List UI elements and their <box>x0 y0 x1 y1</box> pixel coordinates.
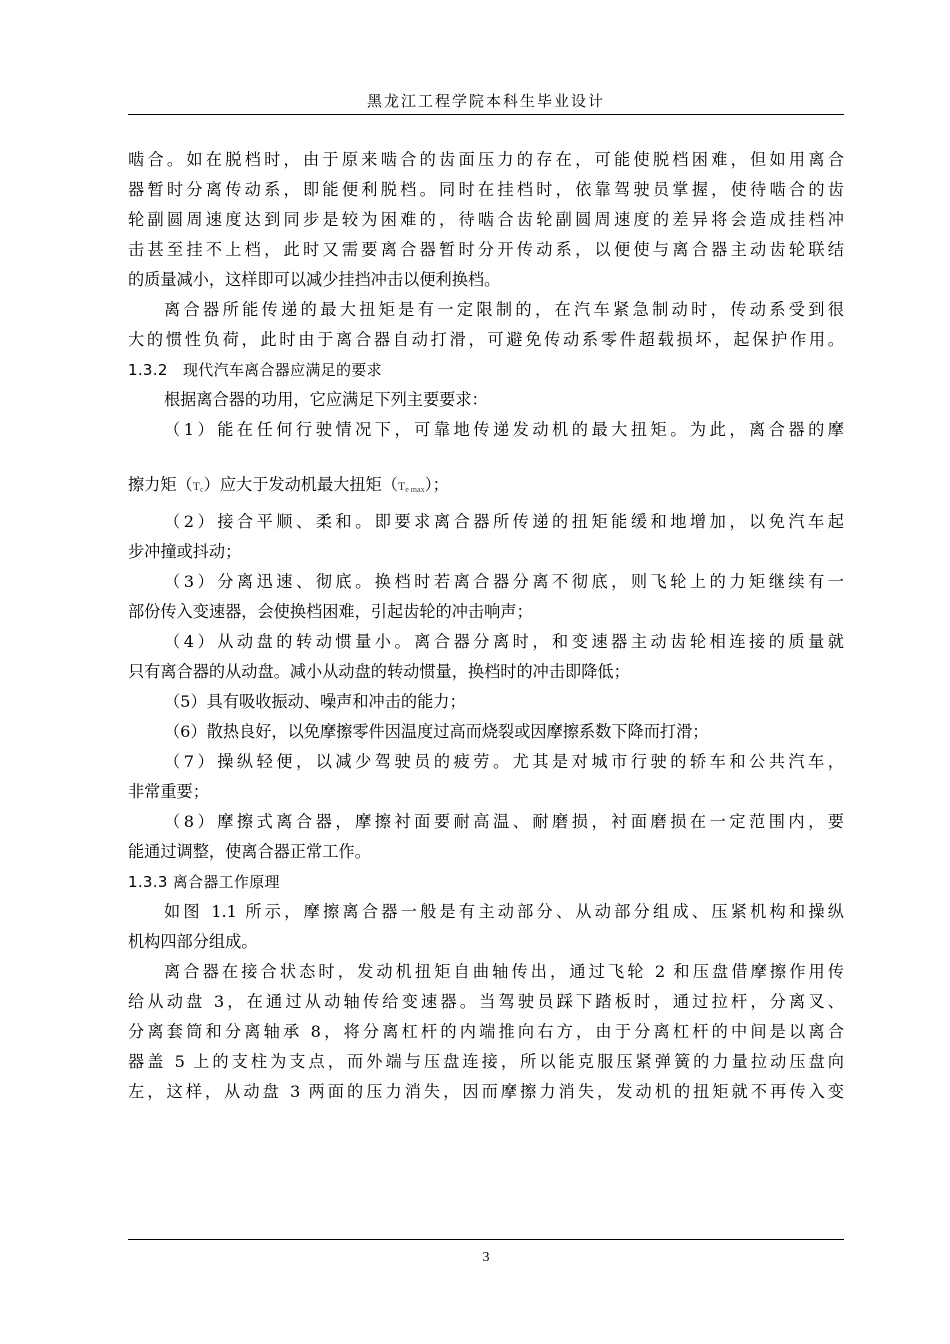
text-line: 大的惯性负荷，此时由于离合器自动打滑，可避免传动系零件超载损坏，起保护作用。 <box>128 330 844 349</box>
text-line: 轮副圆周速度达到同步是较为困难的，待啮合齿轮副圆周速度的差异将会造成挂档冲 <box>128 210 844 229</box>
requirement-2-line: （2）接合平顺、柔和。即要求离合器所传递的扭矩能缓和地增加，以免汽车起 <box>164 512 844 531</box>
text-line: 离合器所能传递的最大扭矩是有一定限制的，在汽车紧急制动时，传动系受到很 <box>164 300 844 319</box>
requirement-3-line: （3）分离迅速、彻底。换档时若离合器分离不彻底，则飞轮上的力矩继续有一 <box>164 572 844 591</box>
text-line: 的质量减小，这样即可以减少挂挡冲击以便利换档。 <box>128 270 501 289</box>
text-line: 如图 1.1 所示，摩擦离合器一般是有主动部分、从动部分组成、压紧机构和操纵 <box>164 902 844 921</box>
text-line: 给从动盘 3，在通过从动轴传给变速器。当驾驶员踩下踏板时，通过拉杆，分离叉、 <box>128 992 844 1011</box>
requirement-4-line: （4）从动盘的转动惯量小。离合器分离时，和变速器主动齿轮相连接的质量就 <box>164 632 844 651</box>
requirement-6-line: （6）散热良好，以免摩擦零件因温度过高而烧裂或因摩擦系数下降而打滑； <box>164 722 709 741</box>
requirement-7-line: 非常重要； <box>128 782 209 801</box>
requirement-4-line: 只有离合器的从动盘。减小从动盘的转动惯量，换档时的冲击即降低； <box>128 662 630 681</box>
text-line: 离合器在接合状态时，发动机扭矩自曲轴传出，通过飞轮 2 和压盘借摩擦作用传 <box>164 962 844 981</box>
requirement-8-line: 能通过调整，使离合器正常工作。 <box>128 842 371 861</box>
text-line: 器暂时分离传动系，即能便利脱档。同时在挂档时，依靠驾驶员掌握，使待啮合的齿 <box>128 180 844 199</box>
footer-rule <box>128 1239 844 1240</box>
text-fragment: ）； <box>424 475 449 494</box>
text-line: 左，这样，从动盘 3 两面的压力消失，因而摩擦力消失，发动机的扭矩就不再传入变 <box>128 1082 844 1101</box>
text-line: 啮合。如在脱档时，由于原来啮合的齿面压力的存在，可能使脱档困难，但如用离合 <box>128 150 844 169</box>
friction-torque-symbol <box>193 479 204 493</box>
section-heading-1-3-3: 1.3.3 离合器工作原理 <box>128 873 280 891</box>
symbol-subscript: e max <box>405 485 425 494</box>
requirement-2-line: 步冲撞或抖动； <box>128 542 242 561</box>
text-line: 机构四部分组成。 <box>128 932 258 951</box>
text-line: 击甚至挂不上档，此时又需要离合器暂时分开传动系，以便使与离合器主动齿轮联结 <box>128 240 844 259</box>
text-fragment: ）应大于发动机最大扭矩（ <box>203 475 398 494</box>
requirement-1-formula-line <box>128 445 844 507</box>
symbol-main: T <box>192 479 201 493</box>
page-body <box>128 145 844 1107</box>
section-heading-1-3-2: 1.3.2 现代汽车离合器应满足的要求 <box>128 361 382 379</box>
page-header-title: 黑龙江工程学院本科生毕业设计 <box>366 92 605 110</box>
engine-max-torque-symbol <box>398 479 425 493</box>
text-line: 器盖 5 上的支柱为支点，而外端与压盘连接，所以能克服压紧弹簧的力量拉动压盘向 <box>128 1052 844 1071</box>
requirement-1-line: （1）能在任何行驶情况下，可靠地传递发动机的最大扭矩。为此，离合器的摩 <box>164 420 844 439</box>
requirement-7-line: （7）操纵轻便，以减少驾驶员的疲劳。尤其是对城市行驶的轿车和公共汽车， <box>164 752 844 771</box>
text-fragment: 擦力矩（ <box>128 475 193 494</box>
symbol-subscript: c <box>200 485 204 494</box>
page-number: 3 <box>482 1250 490 1265</box>
requirement-8-line: （8）摩擦式离合器，摩擦衬面要耐高温、耐磨损，衬面磨损在一定范围内，要 <box>164 812 844 831</box>
header-rule <box>128 114 844 115</box>
symbol-main: T <box>397 479 406 493</box>
requirement-5-line: （5）具有吸收振动、噪声和冲击的能力； <box>164 692 466 711</box>
text-line: 分离套筒和分离轴承 8，将分离杠杆的内端推向右方，由于分离杠杆的中间是以离合 <box>128 1022 844 1041</box>
requirement-3-line: 部份传入变速器，会使换档困难，引起齿轮的冲击响声； <box>128 602 533 621</box>
text-line: 根据离合器的功用，它应满足下列主要要求： <box>164 390 488 409</box>
